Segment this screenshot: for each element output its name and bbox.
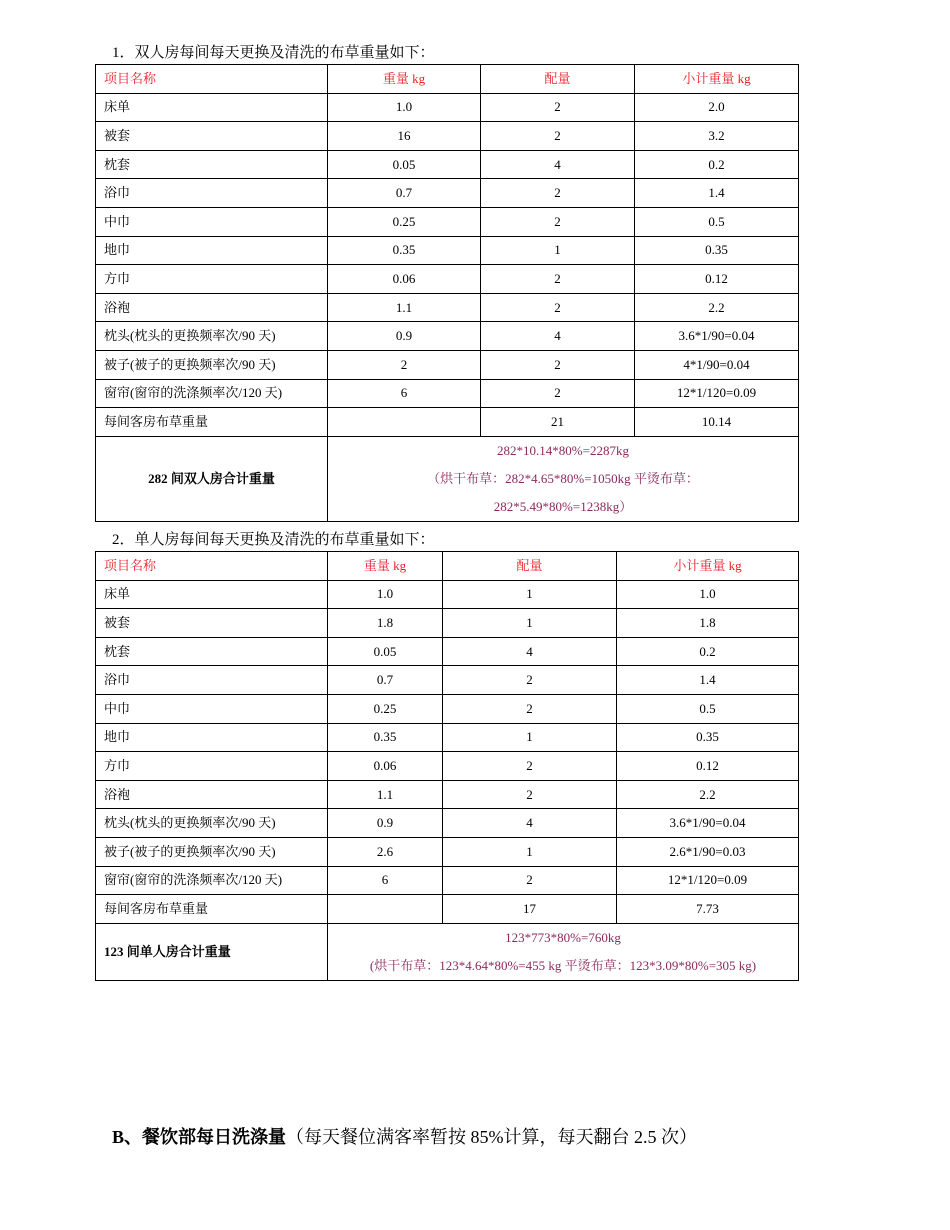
table-row — [96, 780, 799, 809]
cell-item-name: 床单 — [96, 580, 328, 609]
cell-weight: 0.35 — [328, 723, 443, 752]
cell-quantity: 2 — [481, 350, 635, 379]
cell-weight: 0.06 — [328, 752, 443, 781]
cell-weight: 6 — [328, 866, 443, 895]
table-row — [96, 179, 799, 208]
double-room-caption: 1．双人房每间每天更换及清洗的布草重量如下： — [112, 45, 435, 61]
cell-item-name: 床单 — [96, 93, 328, 122]
cell-weight: 0.05 — [328, 637, 443, 666]
table-row — [96, 752, 799, 781]
cell-weight: 0.35 — [328, 236, 481, 265]
cell-quantity: 4 — [443, 637, 617, 666]
single-room-total-label: 123 间单人房合计重量 — [96, 923, 328, 980]
cell-quantity: 1 — [443, 723, 617, 752]
single-room-linen-table — [95, 551, 799, 981]
cell-weight: 0.7 — [328, 179, 481, 208]
cell-item-name: 每间客房布草重量 — [96, 408, 328, 437]
cell-quantity: 1 — [443, 837, 617, 866]
table-row — [96, 350, 799, 379]
cell-quantity: 2 — [443, 752, 617, 781]
header-item-name: 项目名称 — [96, 65, 328, 94]
cell-subtotal: 1.4 — [617, 666, 799, 695]
total-line: 282*10.14*80%=2287kg — [497, 442, 629, 458]
cell-quantity: 4 — [481, 150, 635, 179]
cell-subtotal: 1.0 — [617, 580, 799, 609]
cell-item-name: 浴袍 — [96, 780, 328, 809]
cell-quantity: 17 — [443, 895, 617, 924]
cell-item-name: 中巾 — [96, 694, 328, 723]
double-room-total-label: 282 间双人房合计重量 — [96, 436, 328, 521]
cell-item-name: 被子(被子的更换频率次/90 天) — [96, 837, 328, 866]
cell-subtotal: 12*1/120=0.09 — [635, 379, 799, 408]
cell-weight: 0.7 — [328, 666, 443, 695]
header-weight: 重量 kg — [328, 552, 443, 581]
single-room-rows — [96, 580, 799, 923]
double-room-total-values — [328, 436, 799, 521]
table-row — [96, 723, 799, 752]
cell-weight: 2.6 — [328, 837, 443, 866]
cell-item-name: 浴巾 — [96, 179, 328, 208]
cell-weight: 0.9 — [328, 322, 481, 351]
header-subtotal: 小计重量 kg — [617, 552, 799, 581]
cell-quantity: 2 — [481, 265, 635, 294]
cell-weight: 1.8 — [328, 609, 443, 638]
double-room-rows — [96, 93, 799, 436]
header-item-name: 项目名称 — [96, 552, 328, 581]
single-room-total-row — [96, 923, 799, 980]
cell-item-name: 被套 — [96, 122, 328, 151]
cell-subtotal: 0.5 — [617, 694, 799, 723]
table-row — [96, 580, 799, 609]
cell-quantity: 2 — [443, 866, 617, 895]
double-room-linen-table — [95, 64, 799, 522]
cell-item-name: 地巾 — [96, 723, 328, 752]
cell-weight: 16 — [328, 122, 481, 151]
cell-subtotal: 3.2 — [635, 122, 799, 151]
table-header-row — [96, 65, 799, 94]
table-row — [96, 408, 799, 437]
cell-item-name: 枕头(枕头的更换频率次/90 天) — [96, 809, 328, 838]
cell-weight: 0.9 — [328, 809, 443, 838]
cell-subtotal: 2.6*1/90=0.03 — [617, 837, 799, 866]
double-room-total-row — [96, 436, 799, 521]
cell-item-name: 被子(被子的更换频率次/90 天) — [96, 350, 328, 379]
table-row — [96, 150, 799, 179]
cell-weight — [328, 408, 481, 437]
cell-subtotal: 3.6*1/90=0.04 — [617, 809, 799, 838]
section-b-note: （每天餐位满客率暂按 85%计算，每天翻台 2.5 次） — [286, 1127, 698, 1147]
cell-weight: 2 — [328, 350, 481, 379]
total-line: (烘干布草：123*4.64*80%=455 kg 平烫布草：123*3.09*80%=305 kg) — [369, 957, 757, 973]
cell-subtotal: 2.2 — [635, 293, 799, 322]
cell-item-name: 方巾 — [96, 265, 328, 294]
table-row — [96, 637, 799, 666]
table-row — [96, 379, 799, 408]
cell-quantity: 2 — [443, 694, 617, 723]
cell-subtotal: 0.12 — [635, 265, 799, 294]
cell-weight: 1.0 — [328, 580, 443, 609]
header-quantity: 配量 — [443, 552, 617, 581]
cell-quantity: 2 — [481, 179, 635, 208]
cell-quantity: 2 — [481, 122, 635, 151]
table-row — [96, 666, 799, 695]
single-room-total-values — [328, 923, 799, 980]
cell-quantity: 1 — [481, 236, 635, 265]
cell-weight: 1.1 — [328, 780, 443, 809]
cell-subtotal: 2.2 — [617, 780, 799, 809]
cell-subtotal: 0.2 — [635, 150, 799, 179]
cell-quantity: 1 — [443, 609, 617, 638]
total-line: （烘干布草：282*4.65*80%=1050kg 平烫布草： — [427, 470, 699, 486]
cell-item-name: 中巾 — [96, 207, 328, 236]
cell-subtotal: 0.2 — [617, 637, 799, 666]
cell-subtotal: 0.35 — [635, 236, 799, 265]
table-row — [96, 293, 799, 322]
table-header-row — [96, 552, 799, 581]
cell-quantity: 21 — [481, 408, 635, 437]
table-row — [96, 265, 799, 294]
cell-quantity: 2 — [481, 93, 635, 122]
cell-quantity: 2 — [481, 379, 635, 408]
cell-quantity: 2 — [481, 293, 635, 322]
table-row — [96, 93, 799, 122]
cell-weight: 6 — [328, 379, 481, 408]
cell-subtotal: 12*1/120=0.09 — [617, 866, 799, 895]
table-row — [96, 809, 799, 838]
cell-weight: 1.1 — [328, 293, 481, 322]
table-row — [96, 837, 799, 866]
section-b-heading — [112, 1126, 697, 1148]
table-row — [96, 866, 799, 895]
cell-quantity: 4 — [443, 809, 617, 838]
cell-item-name: 地巾 — [96, 236, 328, 265]
cell-subtotal: 2.0 — [635, 93, 799, 122]
cell-subtotal: 10.14 — [635, 408, 799, 437]
cell-quantity: 2 — [443, 780, 617, 809]
cell-weight: 1.0 — [328, 93, 481, 122]
cell-weight: 0.25 — [328, 694, 443, 723]
table-row — [96, 895, 799, 924]
total-line: 282*5.49*80%=1238kg） — [493, 498, 633, 514]
cell-subtotal: 0.35 — [617, 723, 799, 752]
table-row — [96, 207, 799, 236]
cell-weight: 0.25 — [328, 207, 481, 236]
cell-item-name: 枕套 — [96, 637, 328, 666]
cell-item-name: 窗帘(窗帘的洗涤频率次/120 天) — [96, 379, 328, 408]
cell-item-name: 每间客房布草重量 — [96, 895, 328, 924]
table-row — [96, 236, 799, 265]
section-b-title: B、餐饮部每日洗涤量 — [112, 1127, 287, 1147]
cell-subtotal: 3.6*1/90=0.04 — [635, 322, 799, 351]
cell-item-name: 浴袍 — [96, 293, 328, 322]
cell-subtotal: 7.73 — [617, 895, 799, 924]
cell-weight: 0.06 — [328, 265, 481, 294]
cell-quantity: 2 — [443, 666, 617, 695]
cell-subtotal: 1.4 — [635, 179, 799, 208]
cell-item-name: 窗帘(窗帘的洗涤频率次/120 天) — [96, 866, 328, 895]
table-row — [96, 609, 799, 638]
cell-item-name: 枕头(枕头的更换频率次/90 天) — [96, 322, 328, 351]
cell-quantity: 2 — [481, 207, 635, 236]
cell-item-name: 枕套 — [96, 150, 328, 179]
cell-subtotal: 0.5 — [635, 207, 799, 236]
total-line: 123*773*80%=760kg — [505, 929, 621, 945]
cell-subtotal: 4*1/90=0.04 — [635, 350, 799, 379]
cell-weight: 0.05 — [328, 150, 481, 179]
header-subtotal: 小计重量 kg — [635, 65, 799, 94]
cell-subtotal: 0.12 — [617, 752, 799, 781]
cell-subtotal: 1.8 — [617, 609, 799, 638]
table-row — [96, 122, 799, 151]
single-room-caption: 2．单人房每间每天更换及清洗的布草重量如下： — [112, 532, 435, 548]
header-weight: 重量 kg — [328, 65, 481, 94]
table-row — [96, 694, 799, 723]
header-quantity: 配量 — [481, 65, 635, 94]
cell-quantity: 4 — [481, 322, 635, 351]
table-row — [96, 322, 799, 351]
cell-item-name: 被套 — [96, 609, 328, 638]
cell-quantity: 1 — [443, 580, 617, 609]
cell-item-name: 方巾 — [96, 752, 328, 781]
cell-item-name: 浴巾 — [96, 666, 328, 695]
cell-weight — [328, 895, 443, 924]
